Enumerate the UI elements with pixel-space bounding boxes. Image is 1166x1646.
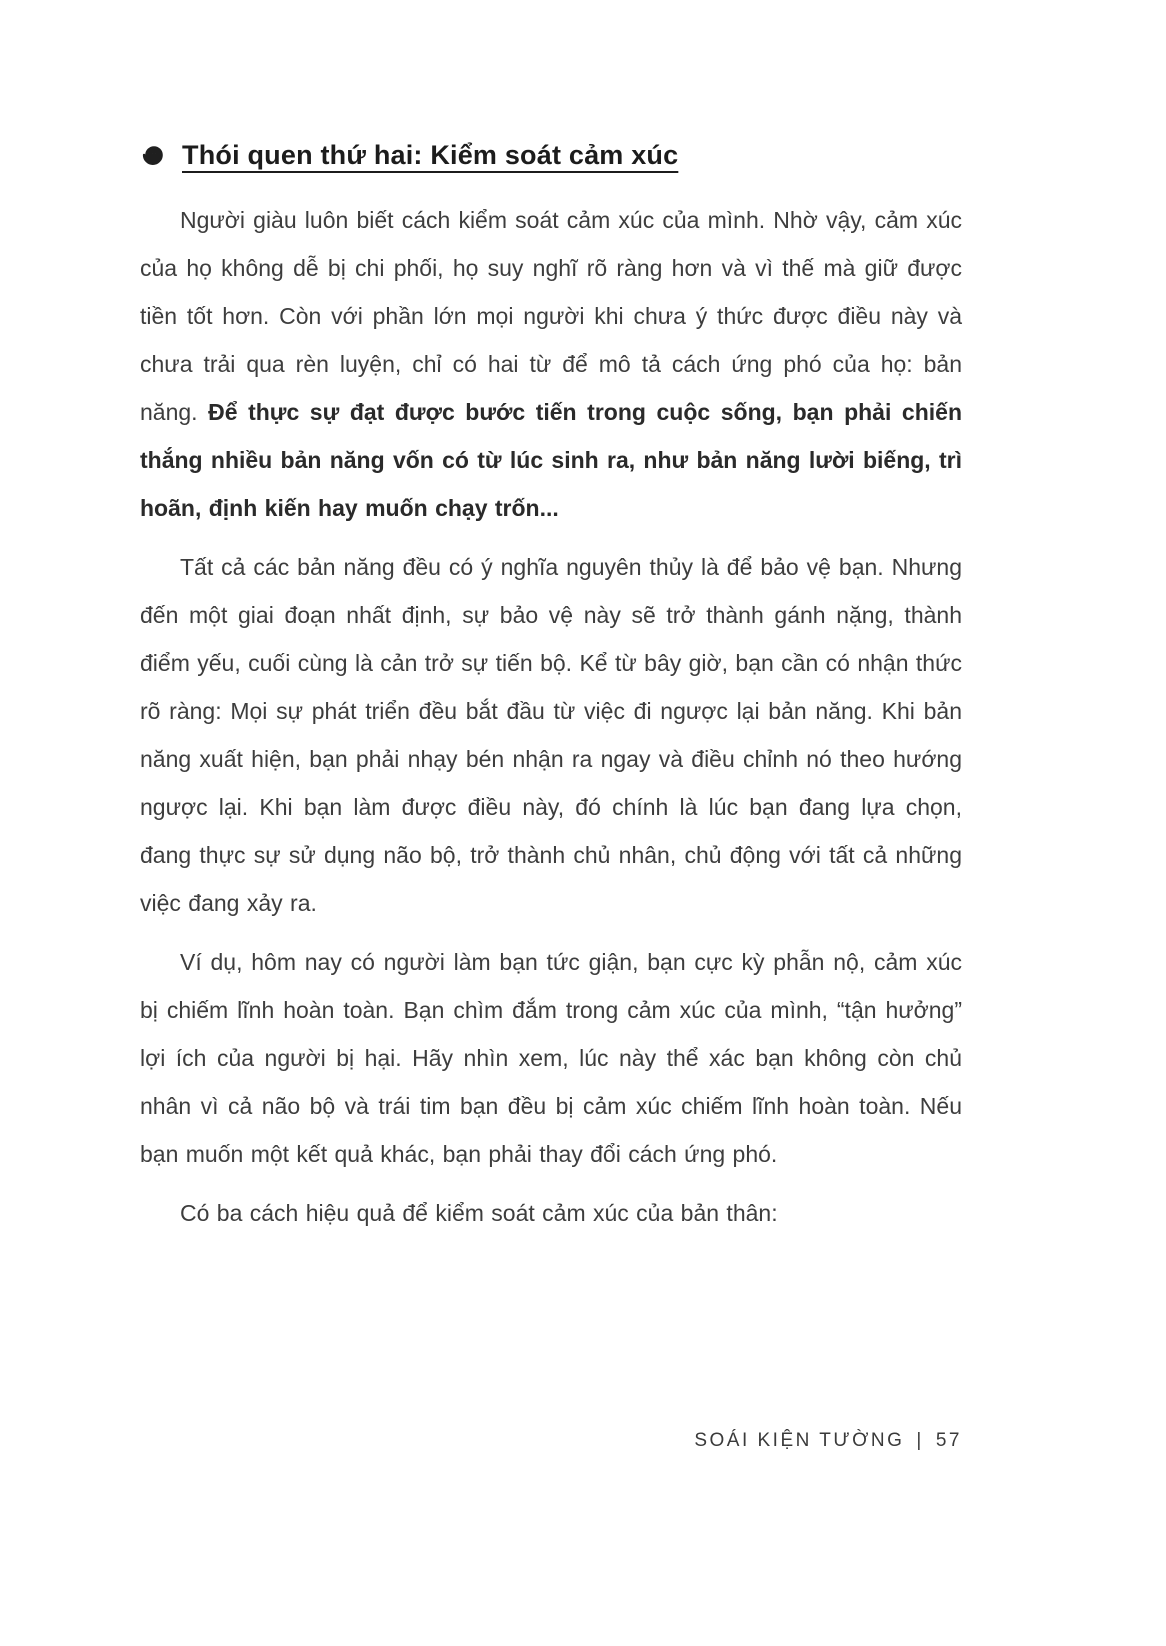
paragraph-text: Tất cả các bản năng đều có ý nghĩa nguyên thủy là để bảo vệ bạn. Nhưng đến một giai đoạn nhất định, sự bảo vệ này sẽ trở thành gánh nặng, thành điểm yếu, cuối cùng là cản trở sự tiến bộ. Kể từ bây giờ, bạn cần có nhận thức rõ ràng: Mọi sự phát triển đều bắt đầu từ việc đi ngược lại bản năng. Khi bản năng xuất hiện, bạn phải nhạy bén nhận ra ngay và điều chỉnh nó theo hướng ngược lại. Khi bạn làm được điều này, đó chính là lúc bạn đang lựa chọn, đang thực sự sử dụng não bộ, trở thành chủ nhân, chủ động với tất cả những việc đang xảy ra. xyxy=(140,554,962,916)
paragraph-text: Người giàu luôn biết cách kiểm soát cảm xúc của mình. Nhờ vậy, cảm xúc của họ không dễ bị chi phối, họ suy nghĩ rõ ràng hơn và vì thế mà giữ được tiền tốt hơn. Còn với phần lớn mọi người khi chưa ý thức được điều này và chưa trải qua rèn luyện, chỉ có hai từ để mô tả cách ứng phó của họ: bản năng. xyxy=(140,207,962,425)
page-footer xyxy=(694,1430,962,1452)
paragraph-text-bold: Để thực sự đạt được bước tiến trong cuộc sống, bạn phải chiến thắng nhiều bản năng vốn có từ lúc sinh ra, như bản năng lười biếng, trì hoãn, định kiến hay muốn chạy trốn... xyxy=(140,399,962,521)
section-title: Thói quen thứ hai: Kiểm soát cảm xúc xyxy=(182,140,679,170)
footer-page-number: 57 xyxy=(935,1430,962,1451)
paragraph xyxy=(140,938,962,1178)
paragraph-text: Có ba cách hiệu quả để kiểm soát cảm xúc của bản thân: xyxy=(180,1200,778,1226)
footer-author: SOÁI KIỆN TƯỜNG xyxy=(694,1430,905,1451)
paragraph xyxy=(140,543,962,927)
section-heading xyxy=(140,138,962,172)
paragraph-text: Ví dụ, hôm nay có người làm bạn tức giận, bạn cực kỳ phẫn nộ, cảm xúc bị chiếm lĩnh hoàn toàn. Bạn chìm đắm trong cảm xúc của mình, “tận hưởng” lợi ích của người bị hại. Hãy nhìn xem, lúc này thể xác bạn không còn chủ nhân vì cả não bộ và trái tim bạn đều bị cảm xúc chiếm lĩnh hoàn toàn. Nếu bạn muốn một kết quả khác, bạn phải thay đổi cách ứng phó. xyxy=(140,949,962,1167)
footer-separator: | xyxy=(916,1430,924,1451)
spiral-icon xyxy=(140,141,168,169)
body-text xyxy=(140,196,962,1237)
paragraph xyxy=(140,196,962,532)
paragraph xyxy=(140,1189,962,1237)
